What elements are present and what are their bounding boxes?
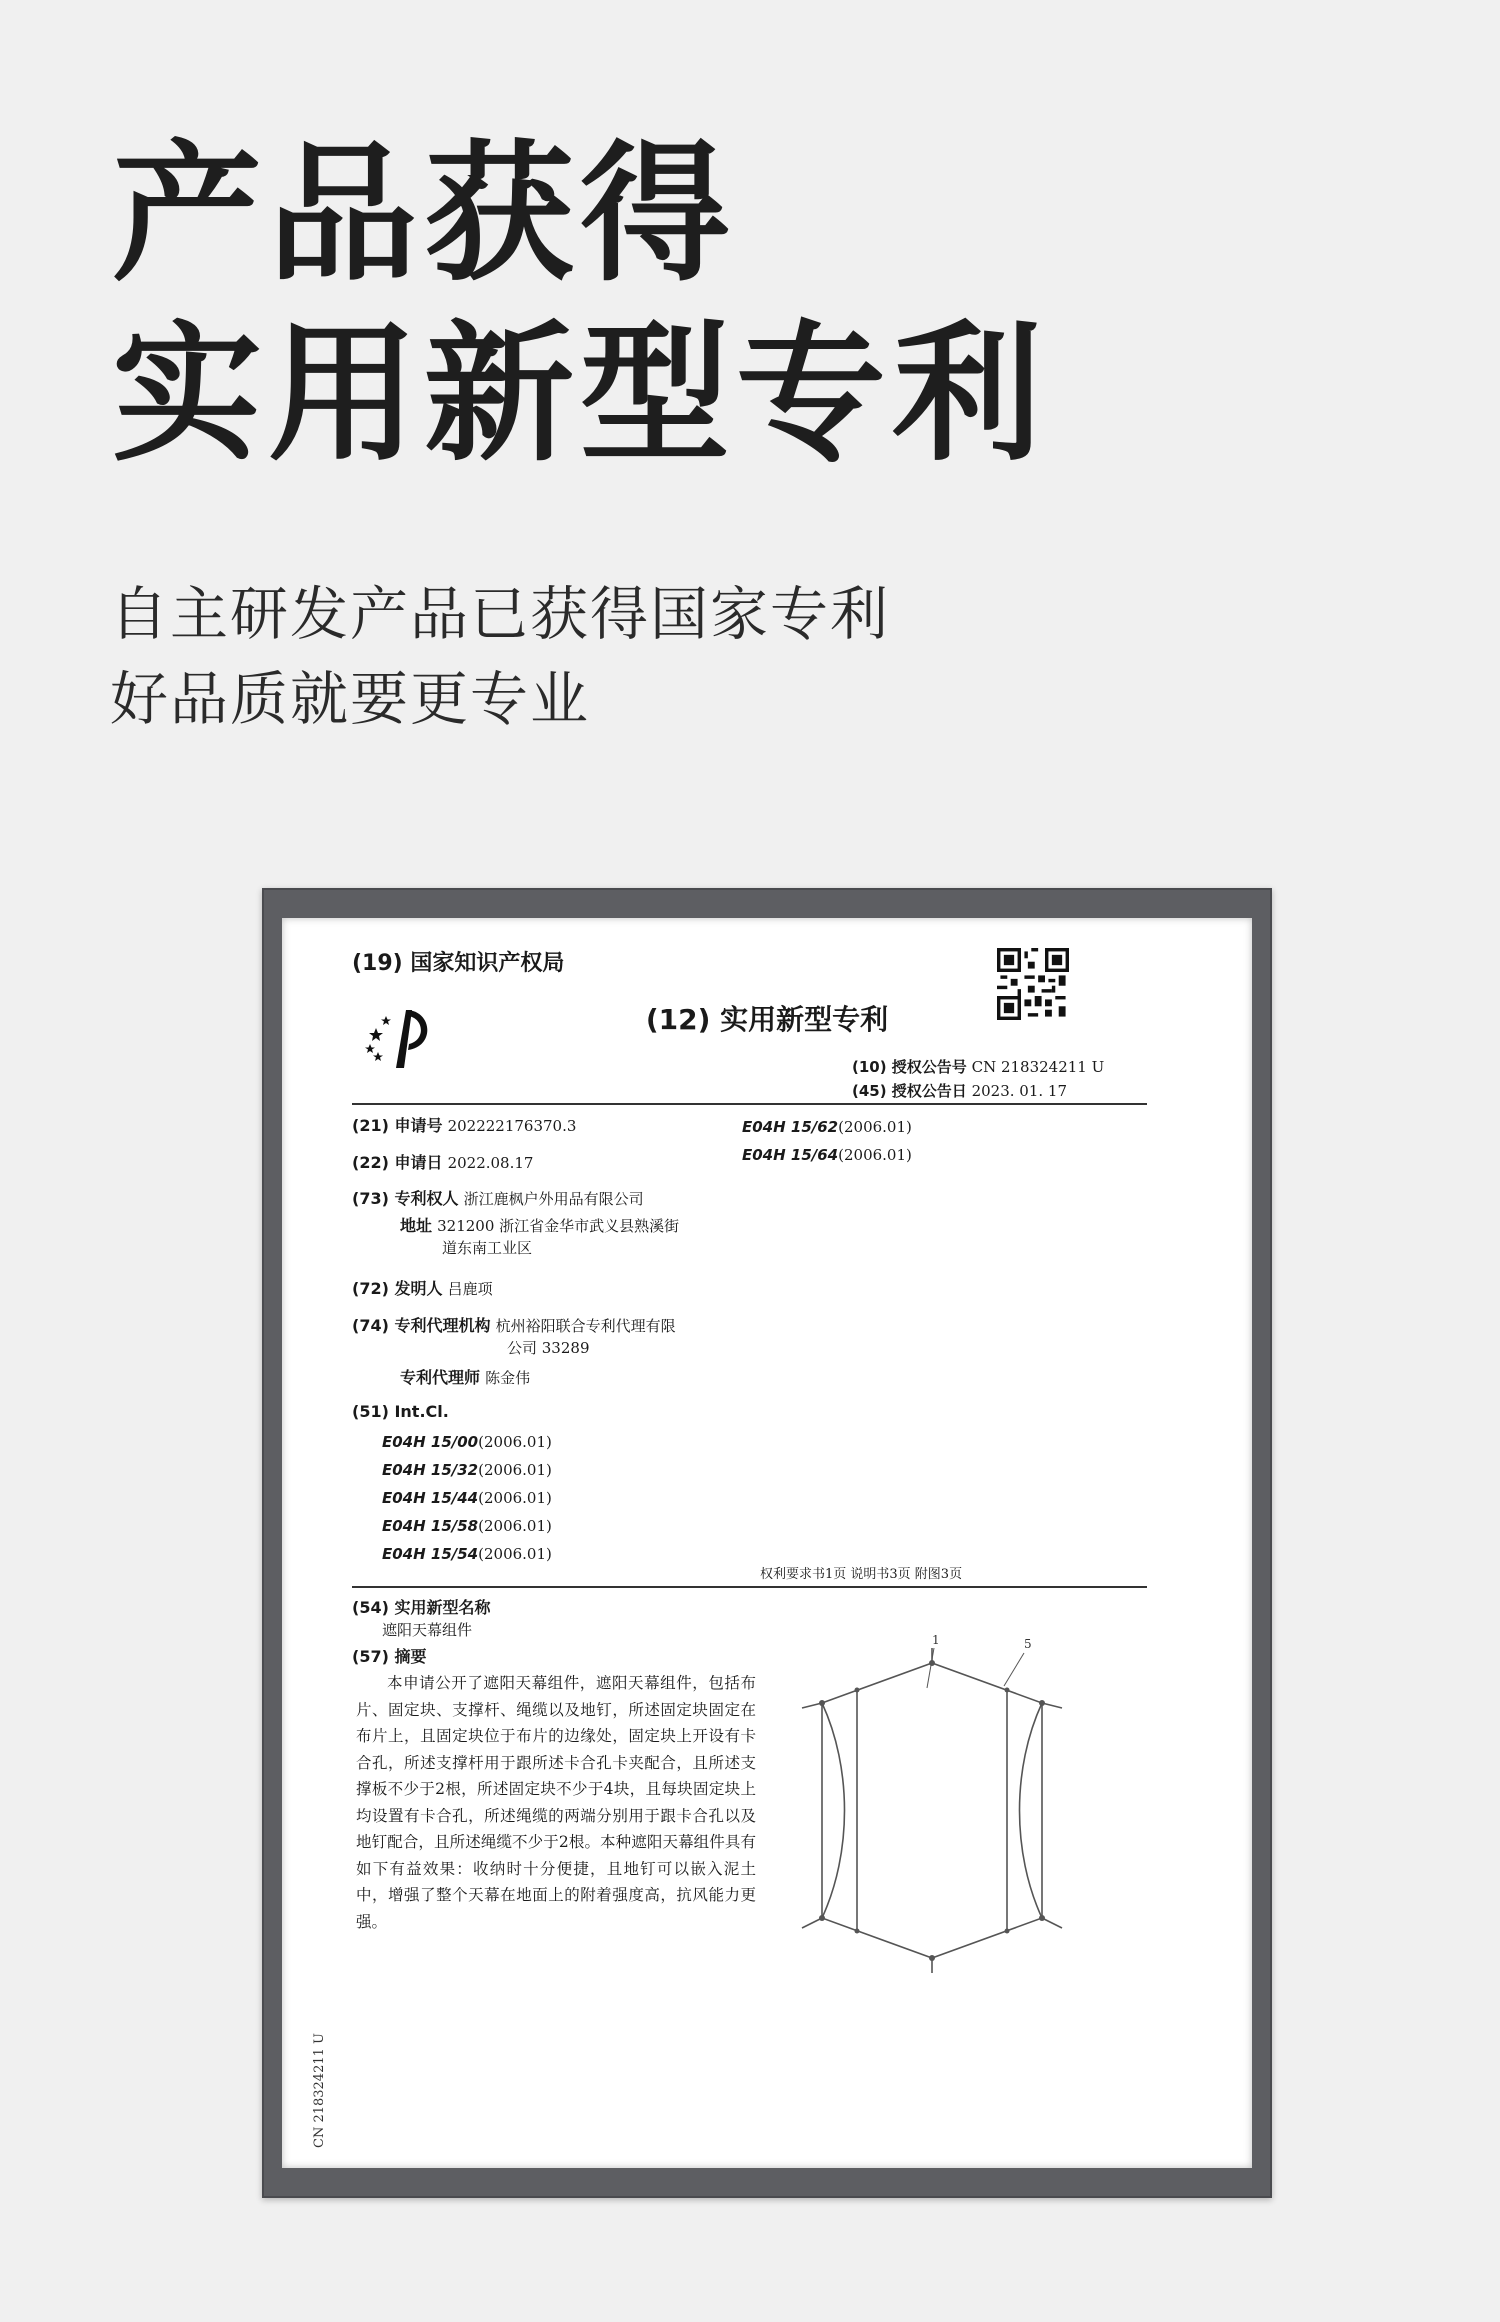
pages-note: 权利要求书1页 说明书3页 附图3页 <box>760 1567 963 1582</box>
address-label: 地址 <box>400 1216 433 1235</box>
certificate-frame <box>262 888 1272 2198</box>
pub-no-label: (10) 授权公告号 <box>852 1058 967 1076</box>
drawing-label-1: 1 <box>932 1633 940 1647</box>
ipc-item: E04H 15/54(2006.01) <box>382 1545 552 1563</box>
agent: 陈金伟 <box>485 1369 531 1387</box>
abstract-label: (57) 摘要 <box>352 1647 427 1666</box>
ipc-item: E04H 15/32(2006.01) <box>382 1461 552 1479</box>
inventor: 吕鹿项 <box>447 1280 493 1298</box>
pub-no-row <box>852 1056 1104 1077</box>
ipc-item: E04H 15/64(2006.01) <box>742 1146 912 1164</box>
abstract-text: 本申请公开了遮阳天幕组件，遮阳天幕组件，包括布片、固定块、支撑杆、绳缆以及地钉，所述固定块固定在布片上，且固定块位于布片的边缘处，固定块上开设有卡合孔，所述支撑杆用于跟所述卡合孔卡夹配合，且所述支撑板不少于2根，所述固定块不少于4块，且每块固定块上均设置有卡合孔，所述绳缆的两端分别用于跟卡合孔以及地钉配合，且所述绳缆不少于2根。本种遮阳天幕组件具有如下有益效果：收纳时十分便捷，且地钉可以嵌入泥土中，增强了整个天幕在地面上的附着强度高，抗风能力更强。 <box>356 1674 756 1931</box>
ipc-item: E04H 15/58(2006.01) <box>382 1517 552 1535</box>
agency-line2: 公司 33289 <box>507 1339 590 1357</box>
inventor-row <box>352 1276 493 1299</box>
drawing-label-5: 5 <box>1024 1637 1032 1651</box>
canopy-drawing <box>762 1628 1092 2008</box>
divider-bottom <box>352 1586 1147 1588</box>
ipc-item: E04H 15/44(2006.01) <box>382 1489 552 1507</box>
holder-label: (73) 专利权人 <box>352 1189 459 1208</box>
inventor-label: (72) 发明人 <box>352 1279 443 1298</box>
headline-line2: 实用新型专利 <box>112 308 1049 482</box>
pub-date: 2023. 01. 17 <box>971 1082 1068 1100</box>
patent-office: (19) 国家知识产权局 <box>352 951 565 976</box>
agency-line1: 杭州裕阳联合专利代理有限 <box>495 1317 676 1335</box>
app-date-row <box>352 1150 533 1173</box>
app-no: 202222176370.3 <box>447 1117 577 1135</box>
holder-row <box>352 1186 644 1209</box>
address-row <box>400 1213 679 1236</box>
side-pub-number: CN 218324211 U <box>312 2033 327 2148</box>
subtitle-line1: 自主研发产品已获得国家专利 <box>110 580 891 648</box>
pub-date-label: (45) 授权公告日 <box>852 1082 967 1100</box>
intcl-label: (51) Int.Cl. <box>352 1402 449 1421</box>
patent-certificate <box>282 918 1252 2168</box>
divider-top <box>352 1103 1147 1105</box>
subtitle-line2: 好品质就要更专业 <box>110 665 591 733</box>
ipc-list-left <box>382 1428 552 1568</box>
pub-date-row <box>852 1080 1067 1101</box>
ipc-item: E04H 15/00(2006.01) <box>382 1433 552 1451</box>
ipc-list-right <box>742 1113 912 1169</box>
agency-row <box>352 1313 676 1336</box>
patent-doc-type: (12) 实用新型专利 <box>645 1003 889 1036</box>
app-date: 2022.08.17 <box>447 1154 534 1172</box>
app-no-row <box>352 1113 576 1136</box>
agent-row <box>400 1365 530 1388</box>
address-line1: 321200 浙江省金华市武义县熟溪街 <box>437 1217 680 1235</box>
ipc-item: E04H 15/62(2006.01) <box>742 1118 912 1136</box>
pub-no: CN 218324211 U <box>971 1058 1105 1076</box>
headline-line1: 产品获得 <box>112 128 737 302</box>
address-line2: 道东南工业区 <box>442 1239 533 1257</box>
app-no-label: (21) 申请号 <box>352 1116 443 1135</box>
utility-model-title: 遮阳天幕组件 <box>382 1621 473 1639</box>
app-date-label: (22) 申请日 <box>352 1153 443 1172</box>
holder: 浙江鹿枫户外用品有限公司 <box>463 1190 644 1208</box>
agency-label: (74) 专利代理机构 <box>352 1316 491 1335</box>
title-label: (54) 实用新型名称 <box>352 1598 491 1617</box>
agent-label: 专利代理师 <box>400 1368 481 1387</box>
